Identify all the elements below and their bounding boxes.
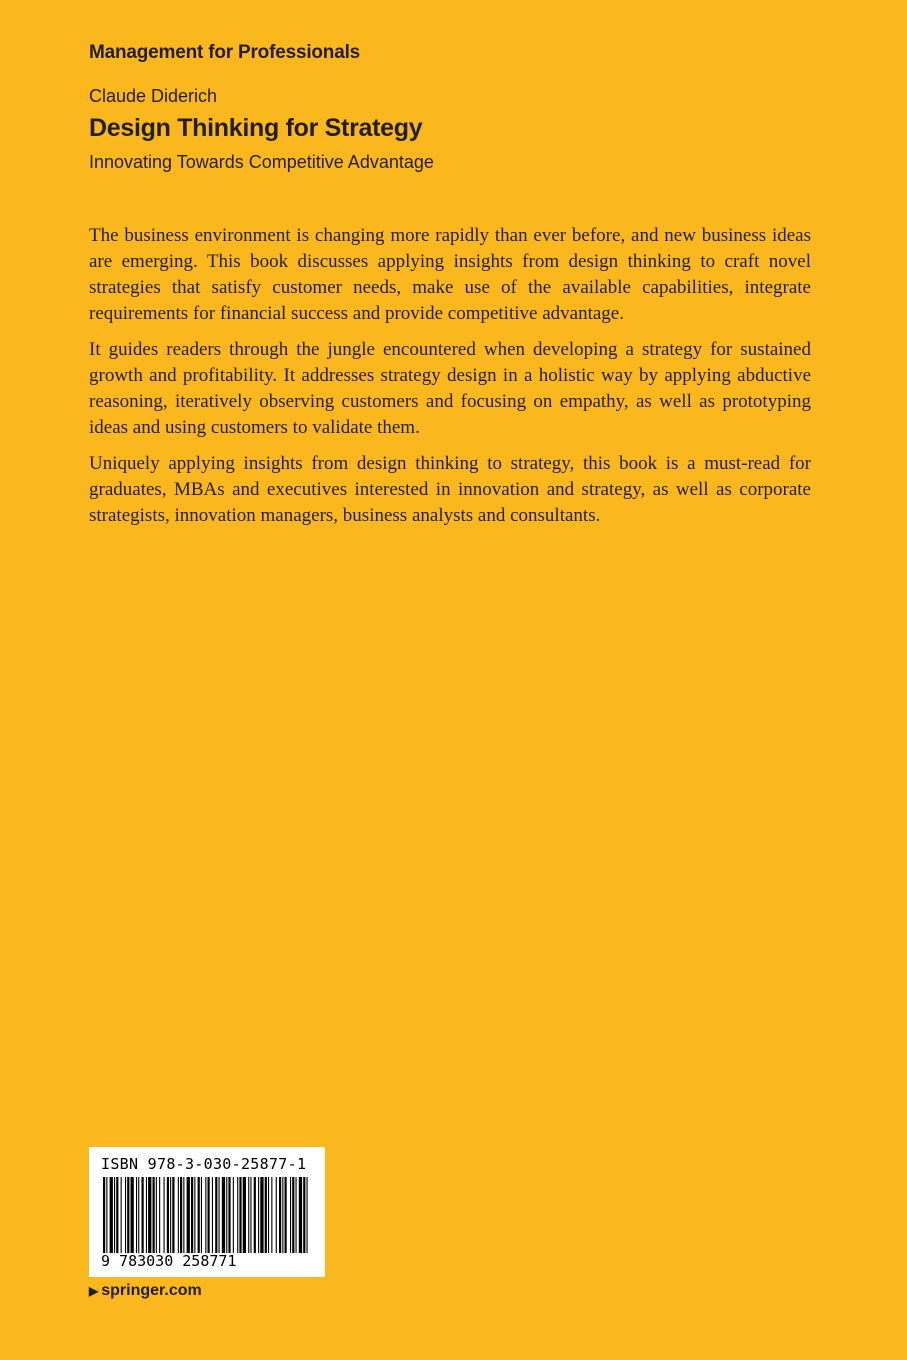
barcode-bar bbox=[222, 1177, 225, 1253]
barcode-bar bbox=[159, 1177, 160, 1253]
barcode-bar bbox=[268, 1177, 269, 1253]
barcode-bar bbox=[153, 1177, 155, 1253]
barcode-bar bbox=[201, 1177, 202, 1253]
blurb-paragraph: Uniquely applying insights from design thinking to strategy, this book is a must-read for graduates, MBAs and executives interested in innovation and strategy, as well as corporate strategists, innovation managers, business analysts and consultants. bbox=[89, 453, 811, 526]
barcode-bar bbox=[127, 1177, 129, 1253]
barcode-bar bbox=[212, 1177, 213, 1253]
barcode-bar bbox=[103, 1177, 105, 1253]
barcode-bar bbox=[254, 1177, 256, 1253]
barcode-bar bbox=[148, 1177, 151, 1253]
barcode-bar bbox=[136, 1177, 137, 1253]
barcode-digits: 9 783030 258771 bbox=[101, 1252, 237, 1270]
barcode-bar bbox=[279, 1177, 281, 1253]
barcode-bar bbox=[191, 1177, 193, 1253]
barcode-bar bbox=[146, 1177, 147, 1253]
barcode-bars bbox=[103, 1177, 311, 1253]
isbn-label: ISBN 978-3-030-25877-1 bbox=[101, 1155, 307, 1173]
barcode-bar bbox=[194, 1177, 195, 1253]
barcode-bar bbox=[226, 1177, 227, 1253]
barcode-bar bbox=[260, 1177, 263, 1253]
barcode-bar bbox=[178, 1177, 179, 1253]
barcode-bar bbox=[299, 1177, 302, 1253]
barcode-bar bbox=[307, 1177, 308, 1253]
barcode-bar bbox=[290, 1177, 291, 1253]
publisher-link-text: springer.com bbox=[101, 1282, 202, 1299]
barcode-bar bbox=[282, 1177, 283, 1253]
barcode-bar bbox=[156, 1177, 157, 1253]
barcode-bar bbox=[125, 1177, 126, 1253]
barcode-bar bbox=[250, 1177, 251, 1253]
barcode-bar bbox=[172, 1177, 174, 1253]
barcode-bar bbox=[228, 1177, 230, 1253]
barcode-bar bbox=[219, 1177, 220, 1253]
barcode-bar bbox=[131, 1177, 134, 1253]
barcode-bar bbox=[180, 1177, 182, 1253]
barcode-bar bbox=[170, 1177, 171, 1253]
barcode-bar bbox=[239, 1177, 241, 1253]
barcode-bar bbox=[121, 1177, 122, 1253]
barcode-bar bbox=[198, 1177, 200, 1253]
barcode-bar bbox=[110, 1177, 113, 1253]
barcode-bar bbox=[243, 1177, 246, 1253]
barcode-bar bbox=[187, 1177, 190, 1253]
barcode-bar bbox=[106, 1177, 107, 1253]
barcode-bar bbox=[233, 1177, 234, 1253]
back-cover-blurb bbox=[89, 223, 811, 539]
blurb-paragraph: The business environment is changing more rapidly than ever before, and new business ideas are emerging. This book discusses applying insights from design thinking to craft novel strategies that satisfy customer needs, make use of the available capabilities, integrate requirements for financial success and provide competitive advantage. bbox=[89, 225, 811, 324]
barcode-bar bbox=[292, 1177, 294, 1253]
barcode-bar bbox=[248, 1177, 249, 1253]
barcode-bar bbox=[276, 1177, 277, 1253]
barcode-bar bbox=[164, 1177, 165, 1253]
blurb-paragraph: It guides readers through the jungle encountered when developing a strategy for sustained growth and profitability. It addresses strategy design in a holistic way by applying abductive reasoning, iteratively observing customers and focusing on empathy, as well as prototyping ideas and using customers to validate them. bbox=[89, 339, 811, 438]
barcode-bar bbox=[167, 1177, 169, 1253]
barcode-bar bbox=[138, 1177, 139, 1253]
barcode-bar bbox=[205, 1177, 206, 1253]
barcode-bar bbox=[258, 1177, 259, 1253]
barcode-bar bbox=[183, 1177, 184, 1253]
barcode-bar bbox=[237, 1177, 238, 1253]
barcode-bar bbox=[114, 1177, 115, 1253]
series-name: Management for Professionals bbox=[89, 42, 361, 63]
publisher-link[interactable] bbox=[89, 1282, 202, 1300]
barcode-bar bbox=[116, 1177, 118, 1253]
barcode-bar bbox=[296, 1177, 297, 1253]
arrow-right-icon: ▶ bbox=[89, 1284, 99, 1298]
author-name: Claude Diderich bbox=[89, 86, 218, 106]
barcode-bar bbox=[142, 1177, 144, 1253]
barcode-bar bbox=[208, 1177, 210, 1253]
barcode-bar bbox=[303, 1177, 305, 1253]
book-subtitle: Innovating Towards Competitive Advantage bbox=[89, 152, 434, 172]
book-title: Design Thinking for Strategy bbox=[89, 114, 423, 142]
barcode-bar bbox=[285, 1177, 287, 1253]
barcode-bar bbox=[215, 1177, 217, 1253]
barcode-bar bbox=[265, 1177, 267, 1253]
barcode-bar bbox=[271, 1177, 272, 1253]
isbn-barcode bbox=[89, 1147, 325, 1277]
